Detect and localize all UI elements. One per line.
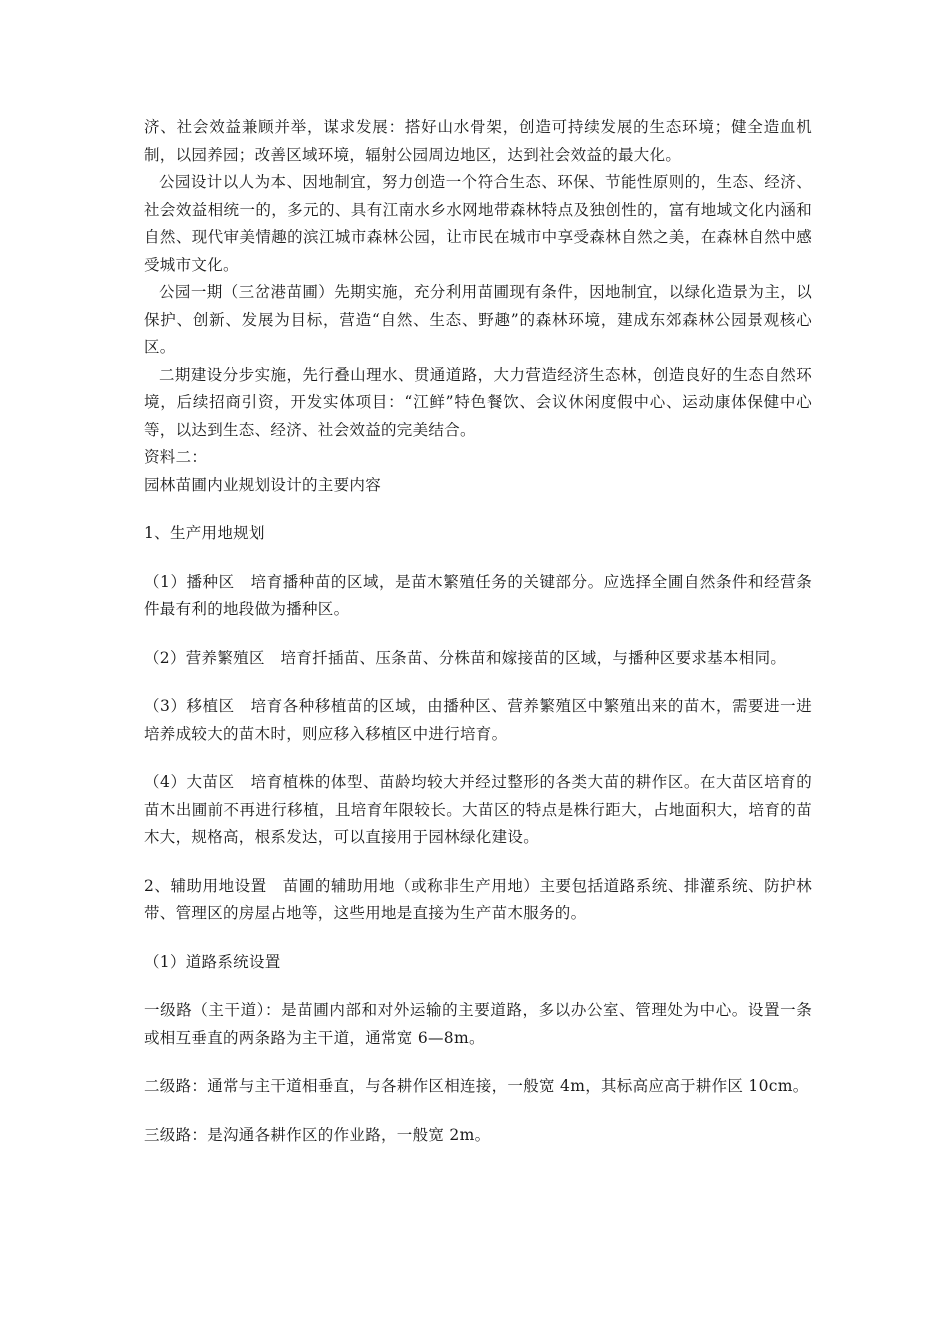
paragraph-vegetative-propagation-area: （2）营养繁殖区 培育扦插苗、压条苗、分株苗和嫁接苗的区域，与播种区要求基本相同。	[144, 648, 787, 667]
heading-road-system: （1）道路系统设置	[144, 952, 281, 971]
document-page	[144, 114, 812, 1149]
section-title-nursery-planning: 园林苗圃内业规划设计的主要内容	[144, 475, 382, 494]
paragraph-transplant-area: （3）移植区 培育各种移植苗的区域，由播种区、营养繁殖区中繁殖出来的苗木，需要进一进培养成较大的苗木时，则应移入移植区中进行培育。	[144, 697, 812, 743]
paragraph-phase-one: 公园一期（三岔港苗圃）先期实施，充分利用苗圃现有条件，因地制宜，以绿化造景为主，以保护、创新、发展为目标，营造“自然、生态、野趣”的森林环境，建成东郊森林公园景观核心区。	[144, 283, 812, 356]
paragraph-large-seedling-area: （4）大苗区 培育植株的体型、苗龄均较大并经过整形的各类大苗的耕作区。在大苗区培育的苗木出圃前不再进行移植，且培育年限较长。大苗区的特点是株行距大，占地面积大，培育的苗木大，规格高，根系发达，可以直接用于园林绿化建设。	[144, 773, 812, 846]
paragraph-park-design: 公园设计以人为本、因地制宜，努力创造一个符合生态、环保、节能性原则的，生态、经济、社会效益相统一的，多元的、具有江南水乡水网地带森林特点及独创性的，富有地域文化内涵和自然、现代审美情趣的滨江城市森林公园，让市民在城市中享受森林自然之美，在森林自然中感受城市文化。	[144, 173, 812, 274]
section-label-material-two: 资料二：	[144, 448, 208, 466]
paragraph-primary-road: 一级路（主干道）：是苗圃内部和对外运输的主要道路，多以办公室、管理处为中心。设置一条或相互垂直的两条路为主干道，通常宽 6—8m。	[144, 1001, 812, 1047]
paragraph-intro-continuation: 济、社会效益兼顾并举，谋求发展：搭好山水骨架，创造可持续发展的生态环境；健全造血机制，以园养园；改善区域环境，辐射公园周边地区，达到社会效益的最大化。	[144, 118, 812, 164]
heading-production-land: 1、生产用地规划	[144, 524, 265, 542]
paragraph-secondary-road: 二级路：通常与主干道相垂直，与各耕作区相连接，一般宽 4m，其标高应高于耕作区 10cm。	[144, 1077, 809, 1095]
paragraph-auxiliary-land: 2、辅助用地设置 苗圃的辅助用地（或称非生产用地）主要包括道路系统、排灌系统、防护林带、管理区的房屋占地等，这些用地是直接为生产苗木服务的。	[144, 876, 812, 922]
paragraph-tertiary-road: 三级路：是沟通各耕作区的作业路，一般宽 2m。	[144, 1125, 491, 1144]
paragraph-phase-two: 二期建设分步实施，先行叠山理水、贯通道路，大力营造经济生态林，创造良好的生态自然环境，后续招商引资，开发实体项目：“江鲜”特色餐饮、会议休闲度假中心、运动康体保健中心等，以达到生态、经济、社会效益的完美结合。	[144, 365, 812, 439]
paragraph-sowing-area: （1）播种区 培育播种苗的区域，是苗木繁殖任务的关键部分。应选择全圃自然条件和经营条件最有利的地段做为播种区。	[144, 572, 812, 618]
